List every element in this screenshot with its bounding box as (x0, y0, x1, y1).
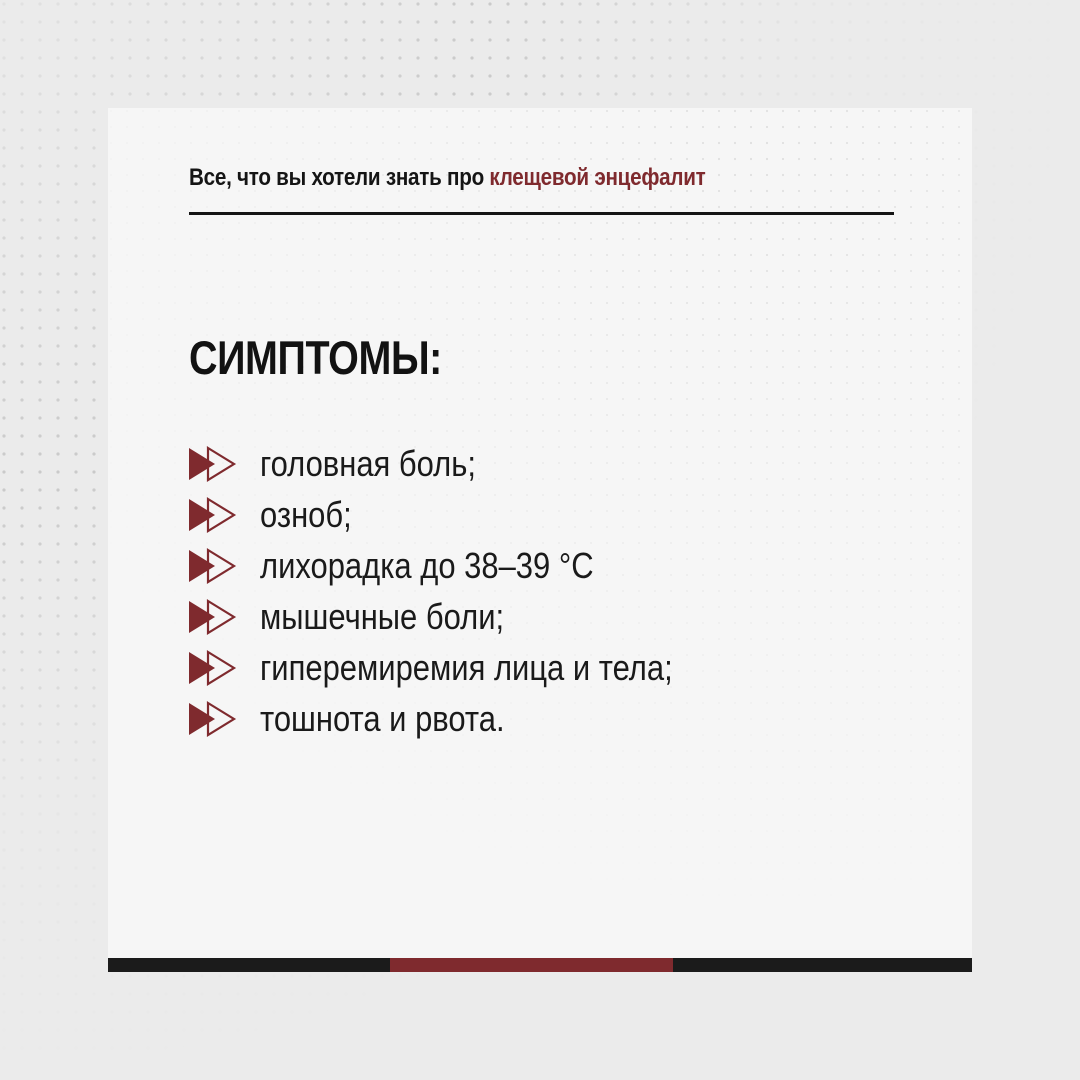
footer-bar-right (673, 958, 972, 972)
list-item (188, 591, 740, 642)
header-highlight: клещевой энцефалит (489, 164, 706, 191)
list-item (188, 438, 740, 489)
list-item (188, 489, 740, 540)
list-item (188, 540, 740, 591)
symptom-list (188, 438, 740, 744)
double-arrow-right-icon (188, 445, 240, 483)
double-arrow-right-icon (188, 496, 240, 534)
header-prefix: Все, что вы хотели знать про (189, 164, 490, 191)
section-title: СИМПТОМЫ: (189, 331, 442, 384)
symptom-text: гиперемиремия лица и тела; (260, 646, 673, 688)
symptom-text: головная боль; (260, 442, 476, 484)
symptom-text: лихорадка до 38–39 °С (260, 544, 594, 586)
content-card (108, 108, 972, 958)
symptom-text: мышечные боли; (260, 595, 505, 637)
double-arrow-right-icon (188, 649, 240, 687)
double-arrow-right-icon (188, 598, 240, 636)
list-item (188, 693, 740, 744)
footer-bar-accent (390, 958, 673, 972)
symptom-text: озноб; (260, 493, 352, 535)
list-item (188, 642, 740, 693)
footer-bar-left (108, 958, 390, 972)
double-arrow-right-icon (188, 547, 240, 585)
double-arrow-right-icon (188, 700, 240, 738)
header-divider (189, 212, 894, 215)
header-title (189, 164, 705, 192)
symptom-text: тошнота и рвота. (260, 697, 505, 739)
